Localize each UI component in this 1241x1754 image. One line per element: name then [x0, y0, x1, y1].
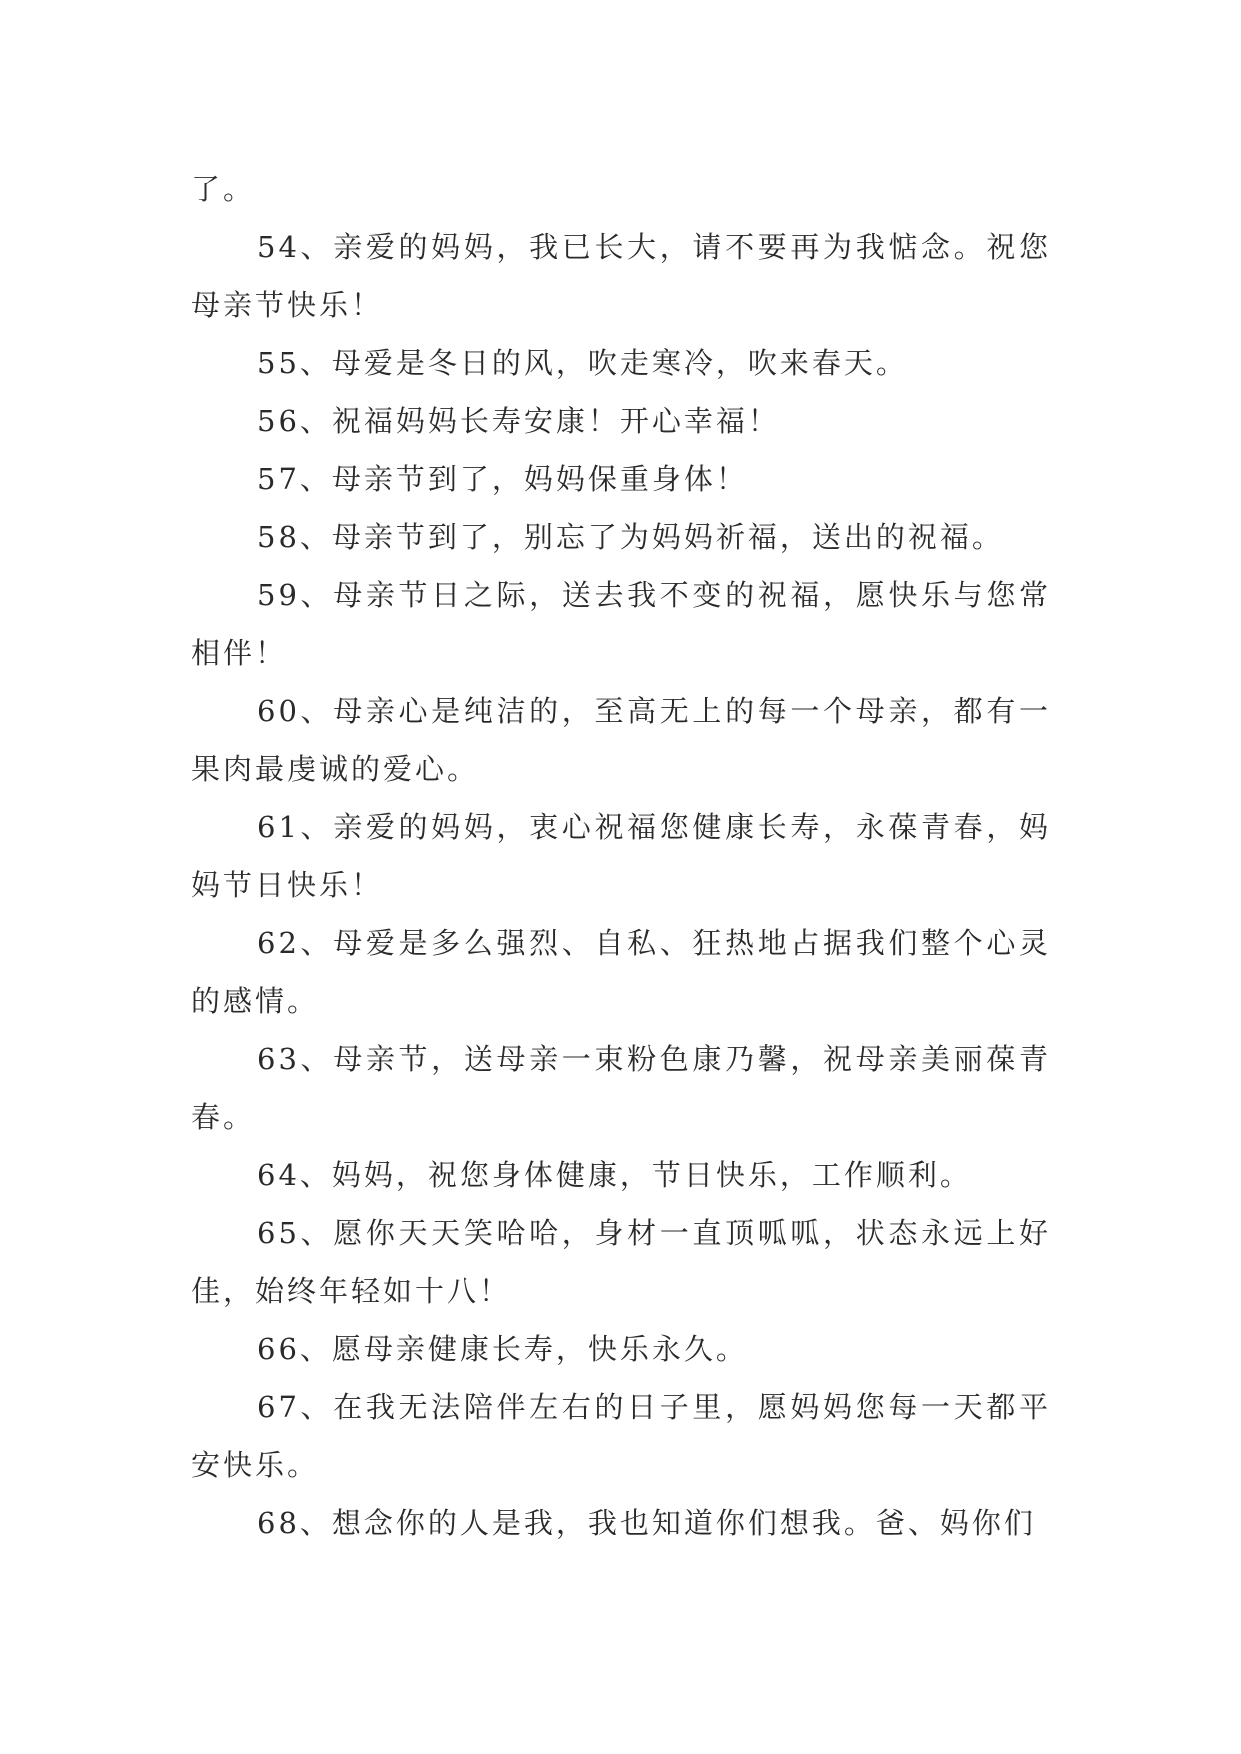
- paragraph-65: 65、愿你天天笑哈哈，身材一直顶呱呱，状态永远上好佳，始终年轻如十八！: [191, 1216, 1051, 1308]
- paragraph-continuation: 了。: [191, 172, 256, 206]
- paragraph-66: 66、愿母亲健康长寿，快乐永久。: [257, 1332, 748, 1366]
- paragraph-57: 57、母亲节到了，妈妈保重身体！: [257, 462, 748, 496]
- paragraph-56: 56、祝福妈妈长寿安康！开心幸福！: [257, 404, 780, 438]
- paragraph-54: 54、亲爱的妈妈，我已长大，请不要再为我惦念。祝您母亲节快乐！: [191, 230, 1051, 322]
- paragraph-68: 68、想念你的人是我，我也知道你们想我。爸、妈你们: [257, 1506, 1036, 1540]
- document-body: [191, 160, 1051, 1552]
- paragraph-63: 63、母亲节，送母亲一束粉色康乃馨，祝母亲美丽葆青春。: [191, 1042, 1051, 1134]
- paragraph-67: 67、在我无法陪伴左右的日子里，愿妈妈您每一天都平安快乐。: [191, 1390, 1051, 1482]
- paragraph-64: 64、妈妈，祝您身体健康，节日快乐，工作顺利。: [257, 1158, 972, 1192]
- paragraph-60: 60、母亲心是纯洁的，至高无上的每一个母亲，都有一果肉最虔诚的爱心。: [191, 694, 1051, 786]
- paragraph-59: 59、母亲节日之际，送去我不变的祝福，愿快乐与您常相伴！: [191, 578, 1051, 670]
- paragraph-62: 62、母爱是多么强烈、自私、狂热地占据我们整个心灵的感情。: [191, 926, 1051, 1018]
- paragraph-58: 58、母亲节到了，别忘了为妈妈祈福，送出的祝福。: [257, 520, 1004, 554]
- paragraph-55: 55、母爱是冬日的风，吹走寒冷，吹来春天。: [257, 346, 908, 380]
- paragraph-61: 61、亲爱的妈妈，衷心祝福您健康长寿，永葆青春，妈妈节日快乐！: [191, 810, 1051, 902]
